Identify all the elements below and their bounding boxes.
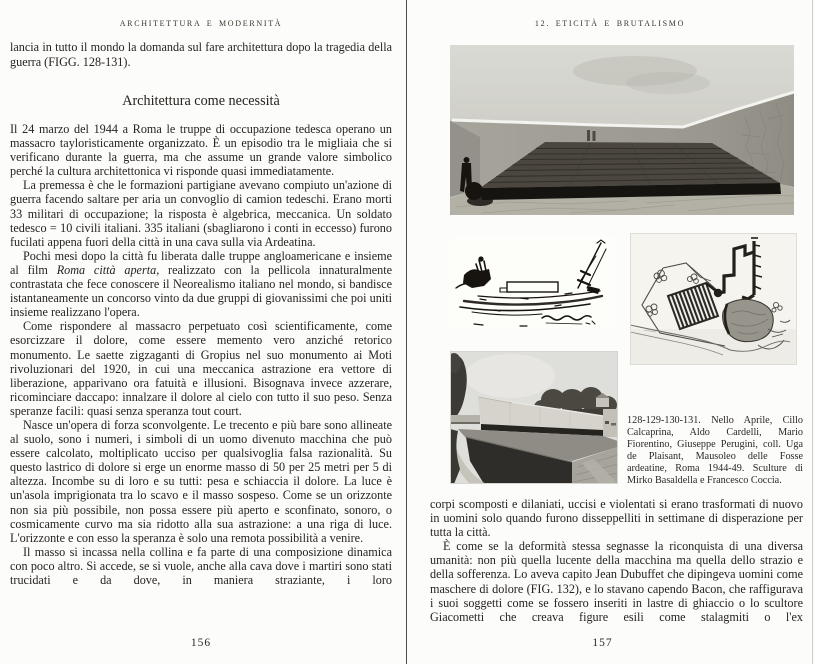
- paragraph: Il 24 marzo del 1944 a Roma le truppe di occupazione tedesca operano un massacro tayloristicamente organizzato. È un episodio tra le migliaia che si verificano durante la guerra, ma che assume un grande valore simbolico perché la cultura architettonica vi risponde quasi immediatamente.: [10, 122, 392, 179]
- section-heading: Architettura come necessità: [122, 93, 280, 109]
- page-edge-line: [812, 0, 813, 664]
- paragraph-segment: Pochi mesi dopo la città fu liberata dalle truppe angloamericane e insieme al film: [10, 248, 392, 277]
- paragraph-segment: , realizzato con la pellicola innaturalmente contrastata che fece conoscere il Neorealismo italiano nel mondo, si bandisce istantaneamente un concorso vinto da due gruppi di giovanissimi che poi uniti insieme realizzano l'opera.: [10, 262, 392, 320]
- figure-131-mausoleum-photo: [450, 351, 618, 484]
- right-page-number: 157: [592, 637, 613, 649]
- right-page-body: [430, 497, 803, 624]
- left-page-number: 156: [190, 637, 212, 649]
- film-title-italic: Roma città aperta: [56, 262, 157, 277]
- site-plan-image: [630, 233, 797, 365]
- right-running-head: 12. ETICITÀ E BRUTALISMO: [534, 19, 686, 28]
- figure-caption: 128-129-130-131. Nello Aprile, Cillo Calcaprina, Aldo Cardelli, Mario Fiorentino, Giuseppe Perugini, coll. Uga de Plaisant, Mausoleo delle Fosse ardeatine, Roma 1944-49. Sculture di Mirko Basaldella e Francesco Coccia.: [627, 415, 803, 486]
- figure-128-mausoleum-court-rendering: [450, 45, 794, 215]
- mausoleum-rendering-image: [450, 45, 794, 215]
- spine-divider: [406, 0, 407, 664]
- paragraph: Il masso si incassa nella collina e fa parte di una composizione dinamica con poco altro. Si accede, se si vuole, anche alla cava dove i martiri sono stati trucidati e da dove, in maniera straziante, i loro: [10, 544, 392, 587]
- figure-130-site-plan: [630, 233, 797, 365]
- left-page-body: [10, 122, 392, 587]
- left-running-head: ARCHITETTURA E MODERNITÀ: [119, 19, 283, 28]
- figure-129-monument-ink-sketch: [450, 236, 615, 328]
- paragraph: Come rispondere al massacro perpetuato così scientificamente, come esorcizzare il dolore, come essere memento vero anziché retorico monumento. Le saette zigzaganti di Gropius nel suo monumento ai Moti rivoluzionari del 1920, in cui una meccanica astrazione era vettore di liberazione, apparivano ora fatuità e illusioni. Bisognava invece azzerare, ricominciare daccapo: innalzare il dolore al cielo con tutto il suo peso. Senza speranze facili: quasi senza speranza tout court.: [10, 319, 392, 418]
- paragraph: È come se la deformità stessa segnasse la riconquista di una diversa umanità: non più quella lucente della macchina ma quella dello strazio e della sofferenza. Lo aveva capito Jean Dubuffet che dipingeva uomini come maschere di dolore (FIG. 132), e lo stavano capendo Bacon, che raffigurava i suoi soggetti come se fossero inseriti in lastre di ghiaccio o lo scultore Giacometti che creava figure esili come stalagmiti o l'ex: [430, 539, 803, 624]
- paragraph: La premessa è che le formazioni partigiane avevano compiuto un'azione di guerra facendo saltare per aria un convoglio di camion tedeschi. Erano morti 33 militari di occupazione; la risposta è algebrica, meccanica. Un soldato tedesco = 10 civili italiani. 335 italiani (sbagliarono i conti in eccesso) furono fucilati appena fuori della città in una cava sulla via Ardeatina.: [10, 178, 392, 249]
- paragraph: [10, 249, 392, 319]
- left-intro-paragraph: lancia in tutto il mondo la domanda sul fare architettura dopo la tragedia della guerra (FIGG. 128-131).: [10, 40, 392, 69]
- ink-sketch-image: [450, 236, 615, 328]
- paragraph: Nasce un'opera di forza sconvolgente. Le trecento e più bare sono allineate al suolo, sono i numeri, i simboli di un uomo divenuto macchina che può essere calcolato, moltiplicato ucciso per qualsivoglia falsa razionalità. Su questo lastrico di dolore si erge un enorme masso di 50 per 25 metri per 5 di altezza. Incombe su di loro e su tutti: pesa e schiaccia il dolore. La luce è un'asola imprigionata tra lo scavo e il masso sospeso. Come se un orizzonte non sia più possibile, non possa essere più aperto e sconfinato, sonoro, o cosmicamente curvo ma sia ridotto alla sua astrazione: a una riga di luce. L'orizzonte e con esso la speranza è solo una remota possibilità a venire.: [10, 417, 392, 545]
- mausoleum-photo-image: [450, 351, 618, 484]
- paragraph: corpi scomposti e dilaniati, uccisi e violentati si erano trasformati di nuovo in uomini solo quando furono disseppelliti in settimane di disperazione per tutta la città.: [430, 497, 803, 540]
